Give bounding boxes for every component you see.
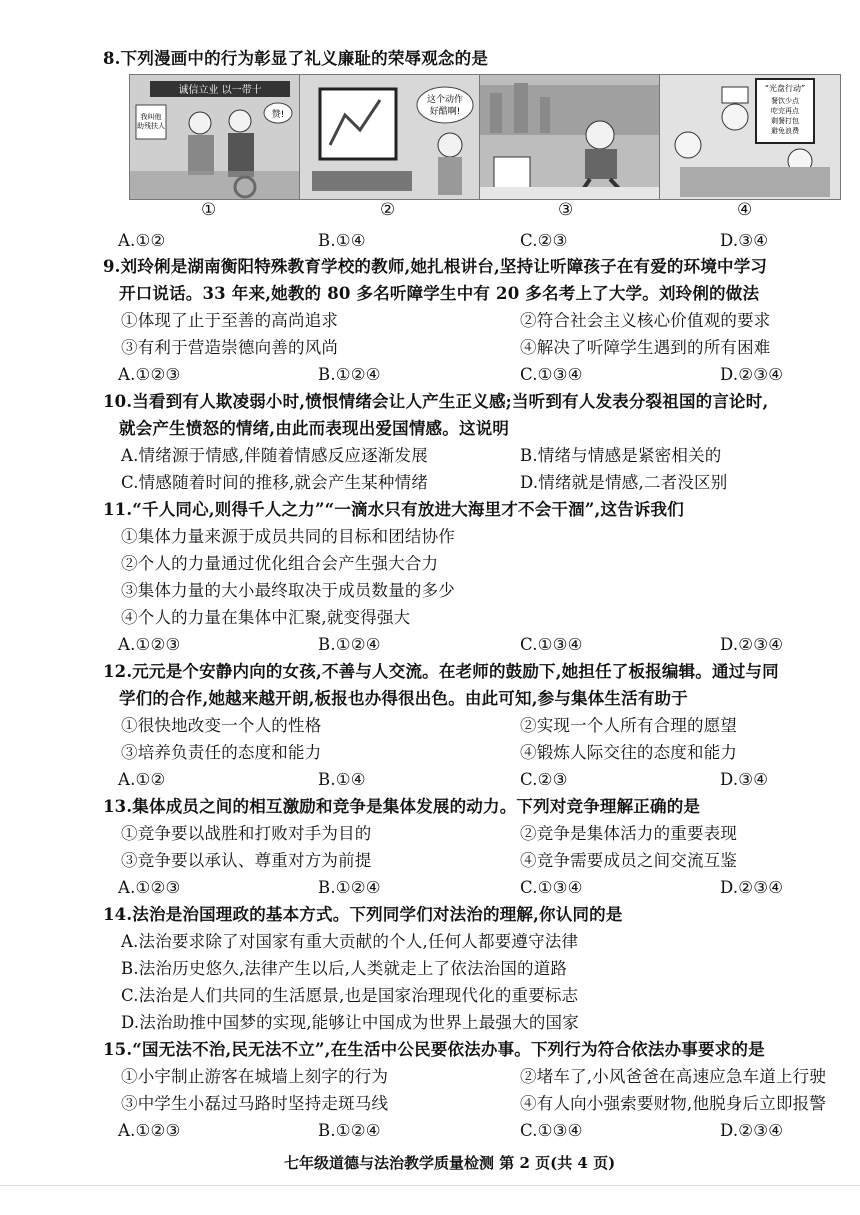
q12-item-4: ④锻炼人际交往的态度和能力	[520, 743, 738, 762]
q10-option-d: D.情绪就是情感,二者没区别	[520, 473, 728, 492]
q15-item-2: ②堵车了,小风爸爸在高速应急车道上行驶	[520, 1067, 827, 1086]
q10-option-b: B.情绪与情感是紧密相关的	[520, 446, 722, 465]
svg-text:剩餐打包: 剩餐打包	[771, 117, 799, 125]
q14-option-c: C.法治是人们共同的生活愿景,也是国家治理现代化的重要标志	[121, 986, 579, 1005]
q15-option-c: C.①③④	[520, 1121, 583, 1140]
q13-option-a: A.①②③	[118, 878, 181, 897]
q9-stem-1: 9.刘玲俐是湖南衡阳特殊教育学校的教师,她扎根讲台,坚持让听障孩子在有爱的环境中学习	[103, 257, 768, 276]
svg-text:好酷啊!: 好酷啊!	[429, 107, 461, 117]
q9-option-a: A.①②③	[118, 365, 181, 384]
q10-option-a: A.情绪源于情感,伴随着情感反应逐渐发展	[121, 446, 428, 465]
q13-option-d: D.②③④	[720, 878, 784, 897]
q11-item-3: ③集体力量的大小最终取决于成员数量的多少	[121, 581, 455, 600]
q12-option-b: B.①④	[318, 770, 366, 789]
q15-option-d: D.②③④	[720, 1121, 784, 1140]
cartoon-2	[299, 74, 481, 200]
cartoon-1-bubble: 赞!	[271, 110, 285, 120]
cartoon-4-label: ④	[737, 200, 753, 220]
q13-item-2: ②竞争是集体活力的重要表现	[520, 824, 738, 843]
q11-option-c: C.①③④	[520, 635, 583, 654]
q9-option-d: D.②③④	[720, 365, 784, 384]
q9-item-3: ③有利于营造崇德向善的风尚	[121, 338, 339, 357]
q10-stem-2: 就会产生愤怒的情绪,由此而表现出爱国情感。这说明	[119, 419, 510, 438]
q13-stem: 13.集体成员之间的相互激励和竞争是集体发展的动力。下列对竞争理解正确的是	[103, 797, 701, 816]
cartoon-1	[129, 74, 301, 200]
q11-item-4: ④个人的力量在集体中汇聚,就变得强大	[121, 608, 411, 627]
svg-text:吃完再点: 吃完再点	[771, 107, 799, 115]
q13-item-1: ①竞争要以战胜和打败对手为目的	[121, 824, 372, 843]
q15-option-b: B.①②④	[318, 1121, 381, 1140]
svg-text:避免浪费: 避免浪费	[771, 127, 799, 135]
q9-item-1: ①体现了止于至善的高尚追求	[121, 311, 339, 330]
q9-option-c: C.①③④	[520, 365, 583, 384]
q8-option-c: C.②③	[520, 231, 568, 250]
svg-text:这个动作: 这个动作	[426, 95, 464, 105]
q12-item-3: ③培养负责任的态度和能力	[121, 743, 322, 762]
q15-item-3: ③中学生小磊过马路时坚持走斑马线	[121, 1094, 389, 1113]
cartoon-1-sign: 诚信立业 以一带十	[178, 85, 262, 96]
q12-item-2: ②实现一个人所有合理的愿望	[520, 716, 738, 735]
q12-option-a: A.①②	[118, 770, 166, 789]
q13-option-b: B.①②④	[318, 878, 381, 897]
q9-stem-2: 开口说话。33 年来,她教的 80 多名听障学生中有 20 多名考上了大学。刘玲俐的做法	[119, 284, 760, 303]
q14-stem: 14.法治是治国理政的基本方式。下列同学们对法治的理解,你认同的是	[103, 905, 623, 924]
q8-option-d: D.③④	[720, 231, 769, 250]
q11-option-b: B.①②④	[318, 635, 381, 654]
q13-item-4: ④竞争需要成员之间交流互鉴	[520, 851, 738, 870]
page-footer: 七年级道德与法治教学质量检测 第 2 页(共 4 页)	[284, 1154, 616, 1172]
q13-option-c: C.①③④	[520, 878, 583, 897]
q13-item-3: ③竞争要以承认、尊重对方为前提	[121, 851, 372, 870]
q12-stem-1: 12.元元是个安静内向的女孩,不善与人交流。在老师的鼓励下,她担任了板报编辑。通过与同	[103, 662, 779, 681]
q10-option-c: C.情感随着时间的推移,就会产生某种情绪	[121, 473, 429, 492]
page-bottom-divider	[0, 1185, 860, 1186]
q11-item-2: ②个人的力量通过优化组合会产生强大合力	[121, 554, 439, 573]
svg-text:餐饮少点: 餐饮少点	[771, 97, 799, 105]
q12-item-1: ①很快地改变一个人的性格	[121, 716, 322, 735]
cartoon-4	[659, 74, 841, 200]
q14-option-d: D.法治助推中国梦的实现,能够让中国成为世界上最强大的国家	[121, 1013, 579, 1032]
svg-text:助残扶人: 助残扶人	[137, 122, 165, 130]
q10-stem-1: 10.当看到有人欺凌弱小时,愤恨情绪会让人产生正义感;当听到有人发表分裂祖国的言论时,	[103, 392, 769, 411]
q15-item-4: ④有人向小强索要财物,他脱身后立即报警	[520, 1094, 827, 1113]
q12-stem-2: 学们的合作,她越来越开朗,板报也办得很出色。由此可知,参与集体生活有助于	[119, 689, 688, 708]
q8-option-b: B.①④	[318, 231, 366, 250]
q14-option-b: B.法治历史悠久,法律产生以后,人类就走上了依法治国的道路	[121, 959, 568, 978]
q9-option-b: B.①②④	[318, 365, 381, 384]
q11-item-1: ①集体力量来源于成员共同的目标和团结协作	[121, 527, 455, 546]
q15-option-a: A.①②③	[118, 1121, 181, 1140]
q11-stem: 11.“千人同心,则得千人之力”“一滴水只有放进大海里才不会干涸”,这告诉我们	[103, 500, 684, 519]
cartoon-3-label: ③	[558, 200, 574, 220]
q11-option-a: A.①②③	[118, 635, 181, 654]
q15-stem: 15.“国无法不治,民无法不立”,在生活中公民要依法办事。下列行为符合依法办事要求的是	[103, 1040, 765, 1059]
q12-option-c: C.②③	[520, 770, 568, 789]
q12-option-d: D.③④	[720, 770, 769, 789]
q9-item-2: ②符合社会主义核心价值观的要求	[520, 311, 771, 330]
cartoon-3	[479, 74, 661, 200]
cartoon-2-label: ②	[380, 200, 396, 220]
cartoon-1-label: ①	[201, 200, 217, 220]
q14-option-a: A.法治要求除了对国家有重大贡献的个人,任何人都要遵守法律	[121, 932, 579, 951]
q8-option-a: A.①②	[118, 231, 166, 250]
q9-item-4: ④解决了听障学生遇到的所有困难	[520, 338, 771, 357]
q8-stem: 8.下列漫画中的行为彰显了礼义廉耻的荣辱观念的是	[103, 49, 489, 68]
q11-option-d: D.②③④	[720, 635, 784, 654]
q15-item-1: ①小宇制止游客在城墙上刻字的行为	[121, 1067, 389, 1086]
svg-text:“光盘行动”: “光盘行动”	[764, 84, 806, 93]
svg-text:我叫他: 我叫他	[140, 113, 162, 121]
